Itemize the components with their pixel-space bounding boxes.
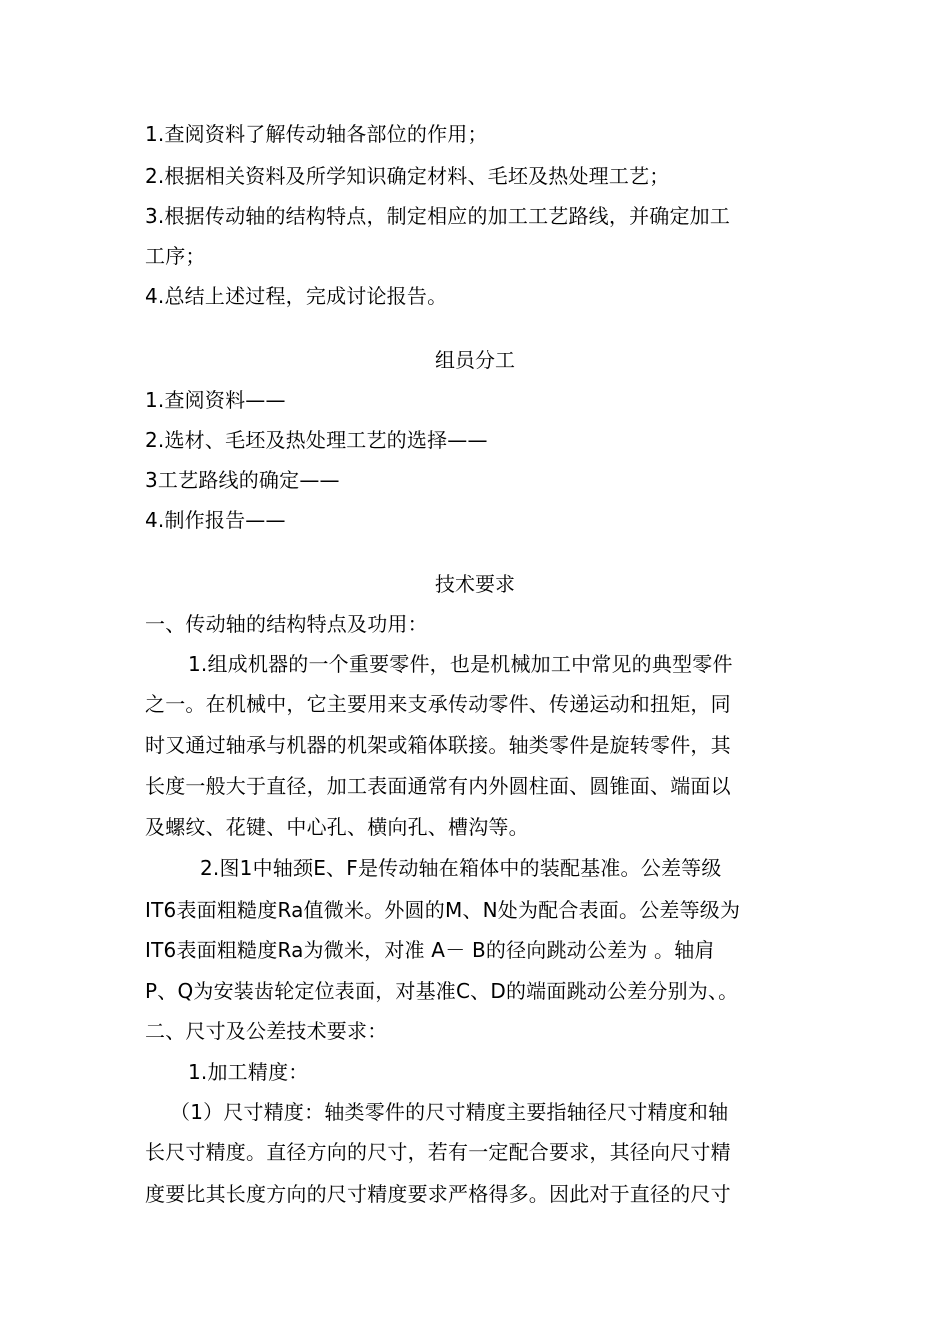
para2-line-2: IT6表面粗糙度Ra值微米。外圆的M、N处为配合表面。公差等级为 [145, 898, 741, 922]
para3-line-2: 长尺寸精度。直径方向的尺寸，若有一定配合要求，其径向尺寸精 [145, 1140, 731, 1164]
para2-line-4: P、Q为安装齿轮定位表面，对基准C、D的端面跳动公差分别为、。 [145, 979, 739, 1003]
task-item-3: 3.根据传动轴的结构特点，制定相应的加工工艺路线，并确定加工 [145, 204, 731, 228]
para2-line-1: 2.图1中轴颈E、F是传动轴在箱体中的装配基准。公差等级 [200, 856, 722, 880]
division-item-1: 1.查阅资料—— [145, 388, 286, 412]
para1-line-1: 1.组成机器的一个重要零件，也是机械加工中常见的典型零件 [188, 652, 733, 676]
task-item-4: 4.总结上述过程，完成讨论报告。 [145, 284, 448, 308]
division-item-3: 3工艺路线的确定—— [145, 468, 340, 492]
sub1-heading: 1.加工精度： [188, 1060, 309, 1084]
task-item-3-continued: 工序； [145, 244, 206, 268]
section1-heading: 一、传动轴的结构特点及功用： [145, 612, 428, 636]
para1-line-5: 及螺纹、花键、中心孔、横向孔、槽沟等。 [145, 815, 529, 839]
tech-title: 技术要求 [435, 572, 515, 596]
division-item-4: 4.制作报告—— [145, 508, 286, 532]
para3-line-3: 度要比其长度方向的尺寸精度要求严格得多。因此对于直径的尺寸 [145, 1182, 731, 1206]
para3-line-1: （1）尺寸精度：轴类零件的尺寸精度主要指轴径尺寸精度和轴 [170, 1100, 729, 1124]
division-item-2: 2.选材、毛坯及热处理工艺的选择—— [145, 428, 488, 452]
task-item-2: 2.根据相关资料及所学知识确定材料、毛坯及热处理工艺； [145, 164, 670, 188]
para1-line-3: 时又通过轴承与机器的机架或箱体联接。轴类零件是旋转零件，其 [145, 733, 731, 757]
para1-line-4: 长度一般大于直径，加工表面通常有内外圆柱面、圆锥面、端面以 [145, 774, 731, 798]
division-title: 组员分工 [435, 348, 515, 372]
section2-heading: 二、尺寸及公差技术要求： [145, 1019, 388, 1043]
para2-line-3: IT6表面粗糙度Ra为微米，对准 A－ B的径向跳动公差为 。轴肩 [145, 938, 715, 962]
task-item-1: 1.查阅资料了解传动轴各部位的作用； [145, 122, 488, 146]
para1-line-2: 之一。在机械中，它主要用来支承传动零件、传递运动和扭矩，同 [145, 692, 731, 716]
